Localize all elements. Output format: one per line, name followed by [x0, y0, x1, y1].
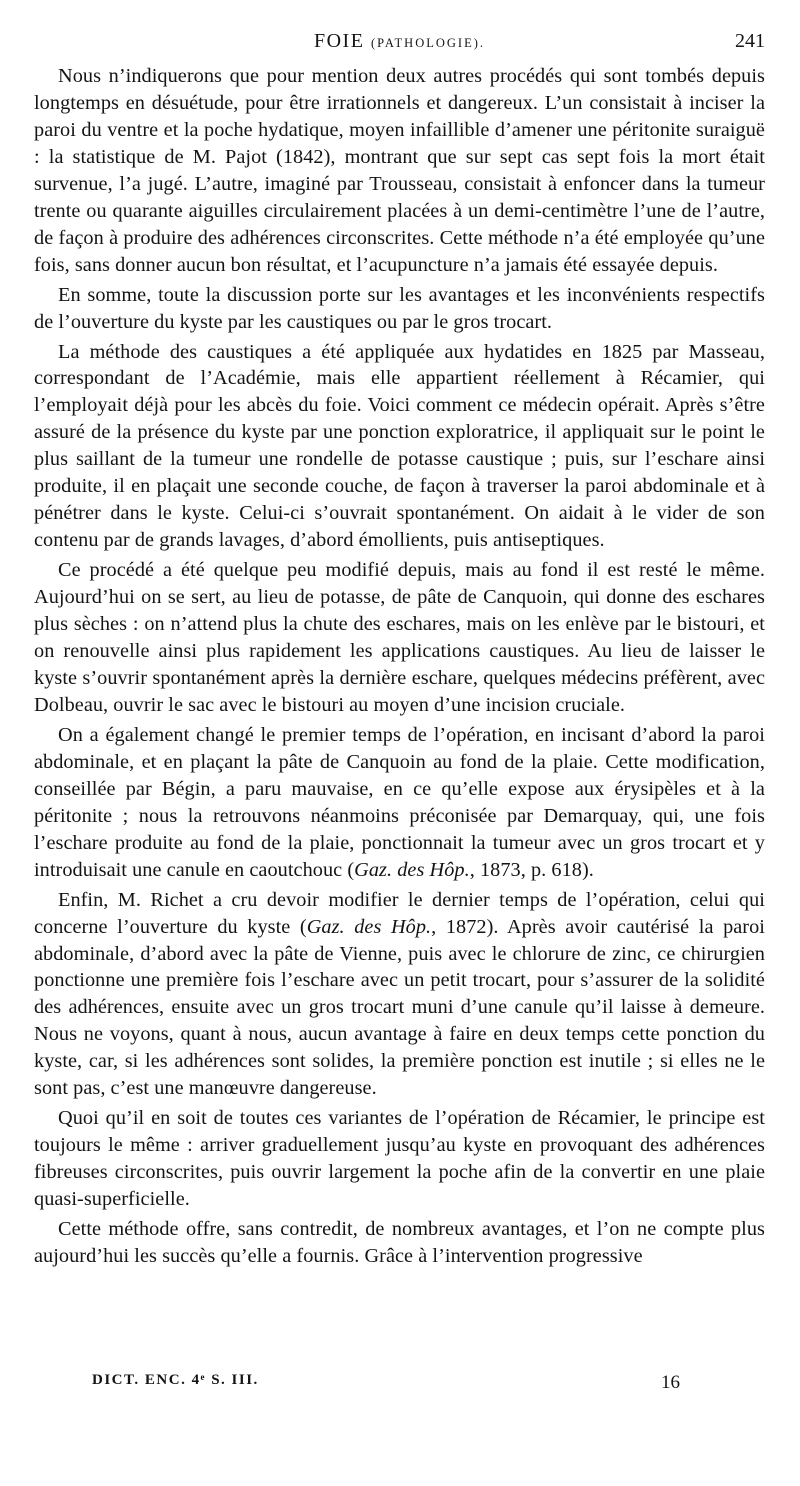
- paragraph-4: Ce procédé a été quelque peu modifié depuis, mais au fond il est resté le même. Aujourd’hui on se sert, au lieu de potasse, de pâte de Canquoin, qui donne des eschares plus sèches : on n’attend plus la chute des eschares, mais on les enlève par le bistouri, et on renouvelle ainsi plus rapidement les applications caustiques. Au lieu de laisser le kyste s’ouvrir spontanément après la dernière eschare, quelques médecins préfèrent, avec Dolbeau, ouvrir le sac avec le bistouri au moyen d’une incision cruciale.: [34, 559, 765, 716]
- sheet-number: 16: [661, 1372, 680, 1393]
- running-header: [34, 30, 765, 56]
- signature-mark: DICT. ENC. 4ᵉ S. III.: [92, 1372, 259, 1388]
- paragraph-1: Nous n’indiquerons que pour mention deux autres procédés qui sont tombés depuis longtemps en désuétude, pour être irrationnels et dangereux. L’un consistait à inciser la paroi du ventre et la poche hydatique, moyen infaillible d’amener une péritonite suraiguë : la statistique de M. Pajot (1842), montrant que sur sept cas sept fois la mort était survenue, l’a jugé. L’autre, imaginé par Trousseau, consistait à enfoncer dans la tumeur trente ou quarante aiguilles circulairement placées à un demi-centimètre l’une de l’autre, de façon à produire des adhérences circonscrites. Cette méthode n’a été employée qu’une fois, sans donner aucun bon résultat, et l’acupuncture n’a jamais été essayée depuis.: [34, 65, 765, 276]
- citation-gaz-hop-1872: Gaz. des Hôp.: [306, 915, 432, 938]
- citation-gaz-hop-1873: Gaz. des Hôp.: [354, 858, 470, 881]
- paragraph-5: [34, 722, 765, 884]
- paragraph-6-text: Enfin, M. Richet a cru devoir modifier le dernier temps de l’opération, celui qui concerne l’ouverture du kyste (: [34, 888, 765, 938]
- header-title: FOIE: [313, 30, 365, 52]
- paragraph-5-text: On a également changé le premier temps de l’opération, en incisant d’abord la paroi abdominale, et en plaçant la pâte de Canquoin au fond de la plaie. Cette modification, conseillée par Bégin, a paru mauvaise, en ce qu’elle expose aux érysipèles et à la péritonite ; nous la retrouvons néanmoins préconisée par Demarquay, qui, une fois l’eschare produite au fond de la plaie, ponctionnait la tumeur avec un gros trocart et y introduisait une canule en caoutchouc (: [34, 723, 765, 881]
- paragraph-8: Cette méthode offre, sans contredit, de nombreux avantages, et l’on ne compte plus aujourd’hui les succès qu’elle a fournis. Grâce à l’intervention progressive: [34, 1218, 765, 1267]
- paragraph-2: En somme, toute la discussion porte sur les avantages et les inconvénients respectifs de l’ouverture du kyste par les caustiques ou par le gros trocart.: [34, 283, 765, 333]
- citation-detail-1873: , 1873, p. 618).: [469, 858, 594, 881]
- paragraph-3: La méthode des caustiques a été appliquée aux hydatides en 1825 par Masseau, correspondant de l’Académie, mais elle appartient réellement à Récamier, qui l’employait déjà pour les abcès du foie. Voici comment ce médecin opérait. Après s’être assuré de la présence du kyste par une ponction exploratrice, il appliquait sur le point le plus saillant de la tumeur une rondelle de potasse caustique ; puis, sur l’eschare ainsi produite, il en plaçait une seconde couche, de façon à traverser la paroi abdominale et à pénétrer dans le kyste. Celui-ci s’ouvrait spontanément. On aidait à le vider de son contenu par de grands lavages, d’abord émollients, puis antiseptiques.: [34, 340, 765, 552]
- paragraph-6-continuation: , 1872). Après avoir cautérisé la paroi abdominale, d’abord avec la pâte de Vienne, puis avec le chlorure de zinc, ce chirurgien ponctionne une première fois l’eschare avec un petit trocart, pour s’assurer de la solidité des adhérences, ensuite avec un gros trocart muni d’une canule qu’il laisse à demeure. Nous ne voyons, quant à nous, aucun avantage à faire en deux temps cette ponction du kyste, car, si les adhérences sont solides, la première ponction est inutile ; si elles ne le sont pas, c’est une manœuvre dangereuse.: [34, 915, 765, 1100]
- header-subtitle: (PATHOLOGIE).: [370, 36, 486, 50]
- paragraph-7: Quoi qu’il en soit de toutes ces variantes de l’opération de Récamier, le principe est toujours le même : arriver graduellement jusqu’au kyste en provoquant des adhérences fibreuses circonscrites, puis ouvrir largement la poche afin de la convertir en une plaie quasi-superficielle.: [34, 1107, 765, 1211]
- page-number: 241: [735, 30, 765, 52]
- article-body: [34, 63, 765, 1270]
- signature-footer: [34, 1372, 765, 1396]
- running-title: [34, 30, 765, 53]
- paragraph-6: [34, 887, 765, 1103]
